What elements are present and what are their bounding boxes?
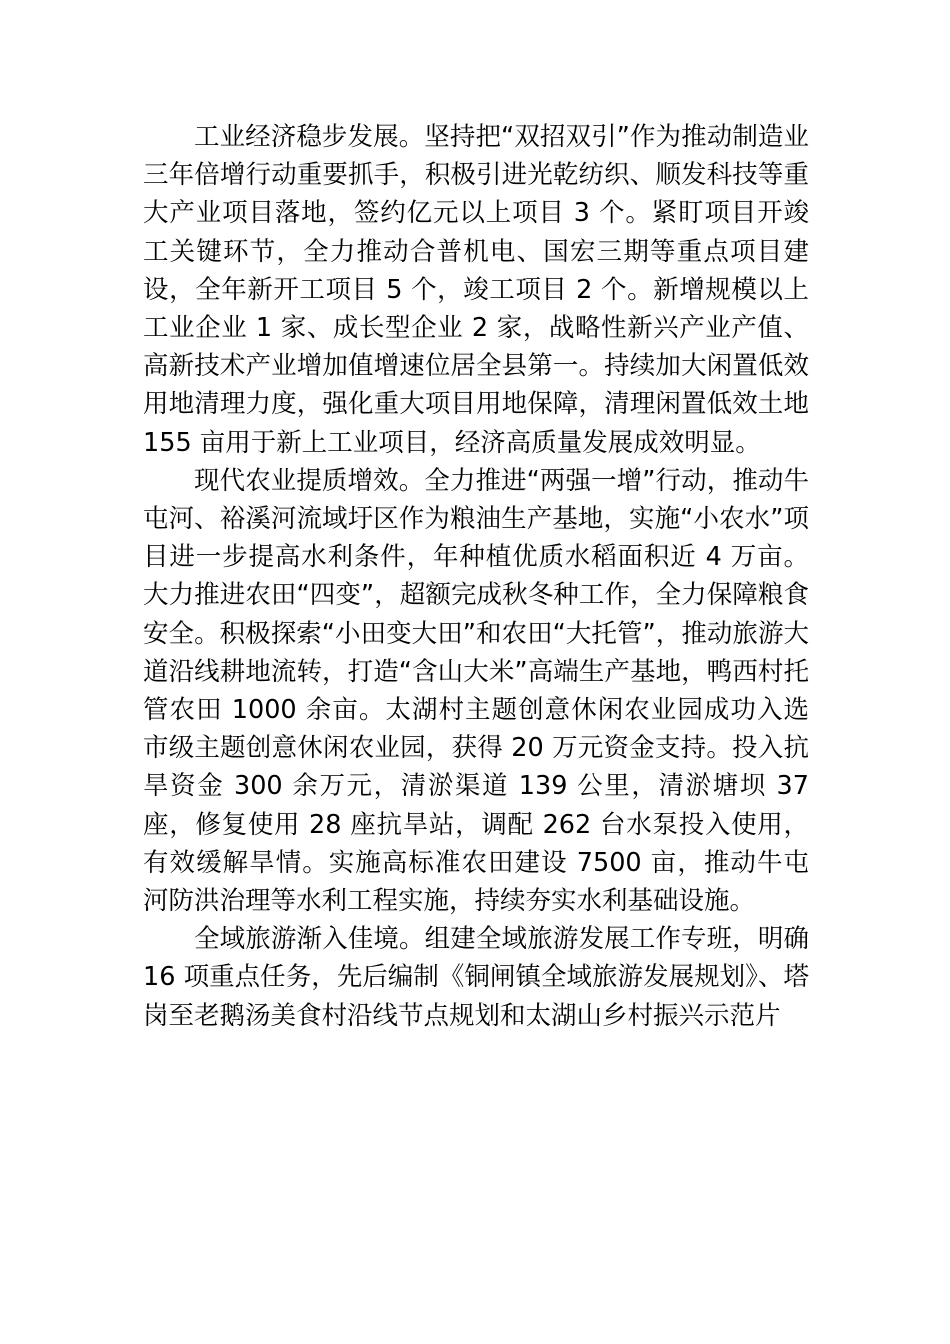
document-body: [143, 118, 809, 1035]
paragraph-industrial-economy: 工业经济稳步发展。坚持把“双招双引”作为推动制造业三年倍增行动重要抓手，积极引进光乾纺织、顺发科技等重大产业项目落地，签约亿元以上项目 3 个。紧盯项目开竣工关键环节，全力推动合普机电、国宏三期等重点项目建设，全年新开工项目 5 个，竣工项目 2 个。新增规模以上工业企业 1 家、成长型企业 2 家，战略性新兴产业产值、高新技术产业增加值增速位居全县第一。持续加大闲置低效用地清理力度，强化重大项目用地保障，清理闲置低效土地 155 亩用于新上工业项目，经济高质量发展成效明显。: [143, 122, 809, 458]
paragraph-regional-tourism: 全域旅游渐入佳境。组建全域旅游发展工作专班，明确 16 项重点任务，先后编制《铜闸镇全域旅游发展规划》、塔岗至老鹅汤美食村沿线节点规划和太湖山乡村振兴示范片: [143, 924, 809, 1031]
paragraph-modern-agriculture: 现代农业提质增效。全力推进“两强一增”行动，推动牛屯河、裕溪河流域圩区作为粮油生产基地，实施“小农水”项目进一步提高水利条件，年种植优质水稻面积近 4 万亩。大力推进农田“四变”，超额完成秋冬种工作，全力保障粮食安全。积极探索“小田变大田”和农田“大托管”，推动旅游大道沿线耕地流转，打造“含山大米”高端生产基地，鸭西村托管农田 1000 余亩。太湖村主题创意休闲农业园成功入选市级主题创意休闲农业园，获得 20 万元资金支持。投入抗旱资金 300 余万元，清淤渠道 139 公里，清淤塘坝 37 座，修复使用 28 座抗旱站，调配 262 台水泵投入使用，有效缓解旱情。实施高标准农田建设 7500 亩，推动牛屯河防洪治理等水利工程实施，持续夯实水利基础设施。: [143, 465, 809, 917]
